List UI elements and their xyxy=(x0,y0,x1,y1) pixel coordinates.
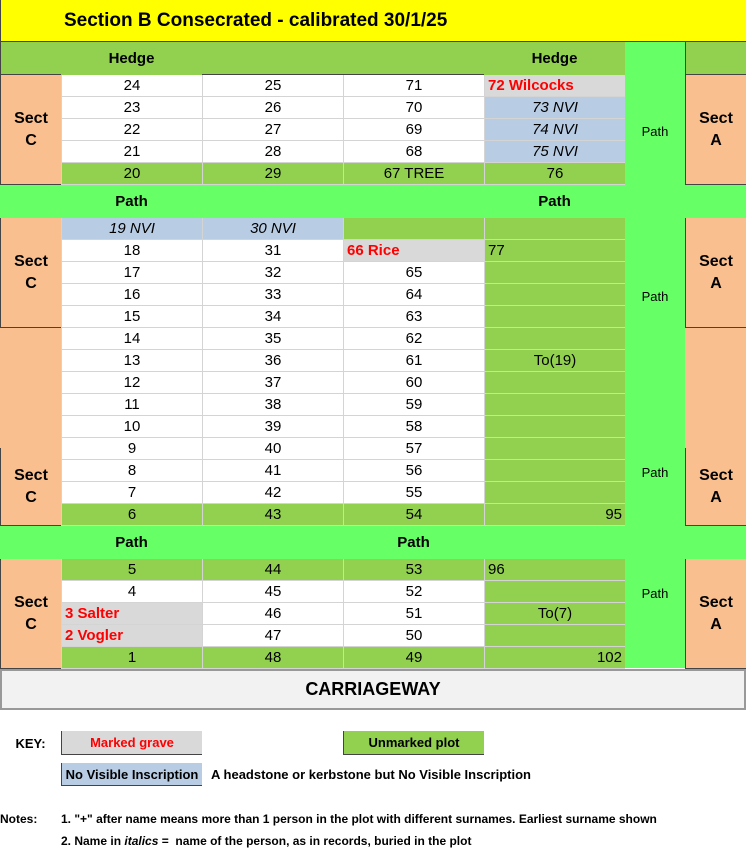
plot-cell: 27 xyxy=(202,119,343,141)
section-c-label xyxy=(0,75,61,185)
plot-cell: 74 NVI xyxy=(484,119,625,141)
plot-cell: 28 xyxy=(202,141,343,163)
plot-cell xyxy=(484,328,625,350)
plot-cell: 5 xyxy=(61,559,202,581)
plot-cell: 67 TREE xyxy=(343,163,484,185)
path-column-label: Path xyxy=(641,288,669,304)
section-label-line: Sect xyxy=(699,466,733,484)
plot-cell: 14 xyxy=(61,328,202,350)
plot-cell: 76 xyxy=(484,163,625,185)
plot-cell: 36 xyxy=(202,350,343,372)
note-2-part: 2. Name in xyxy=(61,834,125,848)
notes-label: Notes: xyxy=(0,812,38,826)
carriageway-label: CARRIAGEWAY xyxy=(0,669,746,710)
hedge-bar-right xyxy=(685,42,746,75)
plot-cell: 75 NVI xyxy=(484,141,625,163)
path-label: Path xyxy=(397,534,430,551)
plot-cell: 50 xyxy=(343,625,484,647)
plot-cell: 70 xyxy=(343,97,484,119)
plot-cell: 37 xyxy=(202,372,343,394)
plot-cell: 20 xyxy=(61,163,202,185)
plot-cell: 69 xyxy=(343,119,484,141)
plot-cell: 44 xyxy=(202,559,343,581)
plot-cell xyxy=(484,394,625,416)
section-label-line: C xyxy=(25,615,37,633)
plot-cell: 53 xyxy=(343,559,484,581)
plot-cell: 96 xyxy=(484,559,625,581)
section-label-line: Sect xyxy=(14,466,48,484)
section-filler xyxy=(685,328,746,448)
section-label-line: A xyxy=(710,488,722,506)
key-unmarked-plot: Unmarked plot xyxy=(343,731,484,755)
plot-cell: 23 xyxy=(61,97,202,119)
plot-cell xyxy=(484,372,625,394)
note-2 xyxy=(61,830,746,852)
section-label-line: A xyxy=(710,131,722,149)
plot-cell: 68 xyxy=(343,141,484,163)
section-label-line: Sect xyxy=(699,593,733,611)
section-label-line: C xyxy=(25,131,37,149)
section-label-line: C xyxy=(25,274,37,292)
plot-cell: 4 xyxy=(61,581,202,603)
plot-cell: 72 Wilcocks xyxy=(484,75,625,97)
plot-cell: 47 xyxy=(202,625,343,647)
key-nvi: No Visible Inscription xyxy=(61,763,202,786)
key-marked-grave: Marked grave xyxy=(61,731,202,755)
section-label-line: Sect xyxy=(14,109,48,127)
plot-cell xyxy=(484,482,625,504)
section-a-label xyxy=(685,559,746,669)
plot-cell: 22 xyxy=(61,119,202,141)
section-label-line: C xyxy=(25,488,37,506)
plot-cell: 12 xyxy=(61,372,202,394)
section-label-line: Sect xyxy=(699,252,733,270)
plot-cell: 102 xyxy=(484,647,625,669)
plot-cell: 55 xyxy=(343,482,484,504)
section-a-label xyxy=(685,218,746,328)
plot-cell: 54 xyxy=(343,504,484,526)
section-a-label xyxy=(685,75,746,185)
plot-cell: 26 xyxy=(202,97,343,119)
path-column-label: Path xyxy=(641,585,669,601)
plot-cell: 30 NVI xyxy=(202,218,343,240)
plot-cell: 33 xyxy=(202,284,343,306)
plot-cell: 64 xyxy=(343,284,484,306)
plot-cell xyxy=(484,416,625,438)
plot-cell: 56 xyxy=(343,460,484,482)
plot-cell: 57 xyxy=(343,438,484,460)
plot-cell: 15 xyxy=(61,306,202,328)
plot-cell: 95 xyxy=(484,504,625,526)
path-row-right xyxy=(685,185,746,218)
section-a-label xyxy=(685,448,746,526)
plot-cell: 3 Salter xyxy=(61,603,202,625)
section-c-label xyxy=(0,218,61,328)
plot-cell xyxy=(484,581,625,603)
plot-cell: 58 xyxy=(343,416,484,438)
section-label-line: A xyxy=(710,615,722,633)
plot-cell: 34 xyxy=(202,306,343,328)
plot-cell: 35 xyxy=(202,328,343,350)
plot-cell: 40 xyxy=(202,438,343,460)
plot-cell: 41 xyxy=(202,460,343,482)
plot-cell: 51 xyxy=(343,603,484,625)
plot-cell xyxy=(484,284,625,306)
key-nvi-description: A headstone or kerbstone but No Visible Inscription xyxy=(211,767,531,782)
path-label: Path xyxy=(538,193,571,210)
plot-cell: 8 xyxy=(61,460,202,482)
plot-cell: 52 xyxy=(343,581,484,603)
page-title: Section B Consecrated - calibrated 30/1/25 xyxy=(0,0,746,42)
plot-cell: 13 xyxy=(61,350,202,372)
plot-cell xyxy=(484,438,625,460)
plot-cell xyxy=(484,262,625,284)
section-c-label xyxy=(0,559,61,669)
plot-cell xyxy=(484,460,625,482)
plot-cell: 25 xyxy=(202,75,343,97)
plot-cell: 6 xyxy=(61,504,202,526)
plot-cell: 61 xyxy=(343,350,484,372)
plot-cell: 21 xyxy=(61,141,202,163)
plot-cell: 59 xyxy=(343,394,484,416)
path-row-right xyxy=(685,526,746,559)
plot-cell: To(19) xyxy=(484,350,625,372)
plot-cell: 63 xyxy=(343,306,484,328)
section-c-label xyxy=(0,448,61,526)
plot-cell: 16 xyxy=(61,284,202,306)
plot-cell: 7 xyxy=(61,482,202,504)
plot-cell: 19 NVI xyxy=(61,218,202,240)
plot-cell xyxy=(343,218,484,240)
section-label-line: Sect xyxy=(14,593,48,611)
plot-cell: 66 Rice xyxy=(343,240,484,262)
plot-cell: 48 xyxy=(202,647,343,669)
path-label: Path xyxy=(115,193,148,210)
note-1: 1. "+" after name means more than 1 person in the plot with different surnames. Earliest surname shown xyxy=(61,812,657,826)
path-column-label: Path xyxy=(641,464,669,480)
plot-cell: 2 Vogler xyxy=(61,625,202,647)
section-label-line: Sect xyxy=(699,109,733,127)
plot-cell: 77 xyxy=(484,240,625,262)
plot-cell: 49 xyxy=(343,647,484,669)
plot-cell: 39 xyxy=(202,416,343,438)
plot-cell: 10 xyxy=(61,416,202,438)
plot-cell: 11 xyxy=(61,394,202,416)
path-label: Path xyxy=(115,534,148,551)
plot-cell: 29 xyxy=(202,163,343,185)
plot-cell: 38 xyxy=(202,394,343,416)
hedge-label-right: Hedge xyxy=(484,42,625,75)
path-column-label: Path xyxy=(641,123,669,139)
plot-cell: To(7) xyxy=(484,603,625,625)
note-2-part: italics xyxy=(124,834,159,848)
plot-cell: 65 xyxy=(343,262,484,284)
plot-cell: 17 xyxy=(61,262,202,284)
section-label-line: A xyxy=(710,274,722,292)
plot-cell xyxy=(484,218,625,240)
hedge-label-left: Hedge xyxy=(61,42,202,75)
plot-cell: 32 xyxy=(202,262,343,284)
plot-cell: 73 NVI xyxy=(484,97,625,119)
note-2-part: = name of the person, as in records, buried in the plot xyxy=(158,834,472,848)
plot-cell xyxy=(484,625,625,647)
plot-cell xyxy=(484,306,625,328)
plot-cell: 62 xyxy=(343,328,484,350)
plot-cell: 43 xyxy=(202,504,343,526)
key-label: KEY: xyxy=(15,735,46,751)
plot-cell: 46 xyxy=(202,603,343,625)
plot-cell: 45 xyxy=(202,581,343,603)
plot-cell: 42 xyxy=(202,482,343,504)
plot-cell: 9 xyxy=(61,438,202,460)
plot-cell: 71 xyxy=(343,75,484,97)
plot-cell: 18 xyxy=(61,240,202,262)
plot-cell: 60 xyxy=(343,372,484,394)
section-filler xyxy=(0,328,61,448)
section-label-line: Sect xyxy=(14,252,48,270)
plot-cell: 24 xyxy=(61,75,202,97)
plot-cell: 31 xyxy=(202,240,343,262)
plot-cell: 1 xyxy=(61,647,202,669)
